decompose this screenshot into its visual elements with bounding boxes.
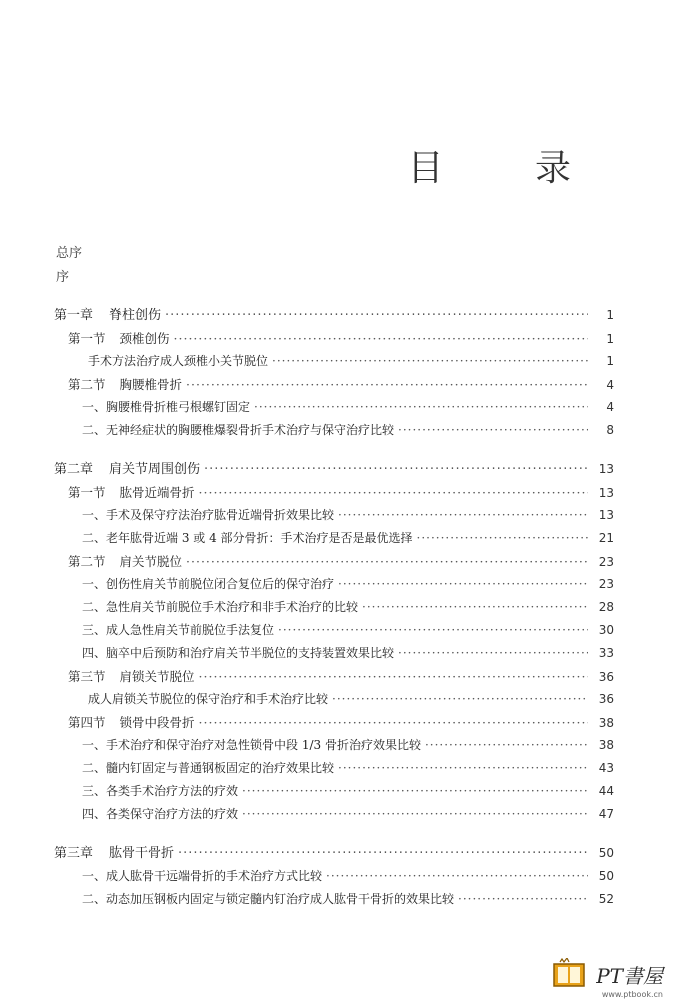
leader-dots <box>204 458 588 481</box>
toc-item[interactable] <box>54 803 614 826</box>
item-title: 一、手术治疗和保守治疗对急性锁骨中段 1/3 骨折治疗效果比较 <box>82 738 421 752</box>
chapter-entry[interactable] <box>54 842 614 865</box>
page-number: 13 <box>598 462 614 476</box>
toc-item[interactable] <box>54 780 614 803</box>
toc-item[interactable] <box>54 573 614 596</box>
page-number: 21 <box>598 531 614 545</box>
item-title: 一、手术及保守疗法治疗肱骨近端骨折效果比较 <box>82 508 335 522</box>
toc-item[interactable] <box>54 734 614 757</box>
page-number: 50 <box>598 846 614 860</box>
leader-dots <box>362 596 588 619</box>
section-title: 颈椎创伤 <box>119 331 170 346</box>
page-number: 36 <box>598 692 614 706</box>
toc-item[interactable] <box>54 596 614 619</box>
toc-item[interactable] <box>54 888 614 911</box>
page-number: 30 <box>598 623 614 637</box>
leader-dots <box>186 373 588 396</box>
chapter-title: 肩关节周围创伤 <box>109 462 201 477</box>
preface-general[interactable]: 总序 <box>56 246 83 261</box>
watermark-logo <box>550 958 663 999</box>
section-entry[interactable] <box>54 481 614 504</box>
page-number: 13 <box>598 486 614 500</box>
table-of-contents <box>54 304 614 927</box>
section-number: 第二节 <box>68 554 106 569</box>
chapter-block <box>54 458 614 826</box>
leader-dots <box>165 304 588 327</box>
item-title: 二、老年肱骨近端 3 或 4 部分骨折：手术治疗是否是最优选择 <box>82 531 413 545</box>
leader-dots <box>398 642 588 665</box>
item-title: 一、成人肱骨干远端骨折的手术治疗方式比较 <box>82 869 323 883</box>
leader-dots <box>199 711 588 734</box>
page-number: 50 <box>598 869 614 883</box>
page-number: 8 <box>606 423 614 437</box>
page-number: 1 <box>606 354 614 368</box>
section-title: 肩锁关节脱位 <box>119 669 195 684</box>
toc-item[interactable] <box>54 642 614 665</box>
page-number: 23 <box>598 555 614 569</box>
chapter-entry[interactable] <box>54 304 614 327</box>
leader-dots <box>254 396 588 419</box>
toc-item[interactable] <box>54 865 614 888</box>
item-title: 四、脑卒中后预防和治疗肩关节半脱位的支持装置效果比较 <box>82 646 395 660</box>
leader-dots <box>338 504 588 527</box>
page-number: 33 <box>598 646 614 660</box>
leader-dots <box>278 619 588 642</box>
item-title: 一、创伤性肩关节前脱位闭合复位后的保守治疗 <box>82 577 335 591</box>
leader-dots <box>338 757 588 780</box>
page-number: 4 <box>606 378 614 392</box>
chapter-block <box>54 842 614 911</box>
page-number: 13 <box>598 508 614 522</box>
section-title: 胸腰椎骨折 <box>119 377 183 392</box>
page-number: 38 <box>598 716 614 730</box>
toc-item[interactable] <box>54 688 614 711</box>
page-number: 36 <box>598 670 614 684</box>
chapter-number: 第二章 <box>54 462 94 477</box>
page-number: 44 <box>598 784 614 798</box>
page-number: 1 <box>606 308 614 322</box>
item-title: 二、髓内钉固定与普通钢板固定的治疗效果比较 <box>82 761 335 775</box>
toc-item[interactable] <box>54 419 614 442</box>
section-title: 肱骨近端骨折 <box>119 485 195 500</box>
section-title: 锁骨中段骨折 <box>119 715 195 730</box>
section-number: 第二节 <box>68 377 106 392</box>
page-number: 43 <box>598 761 614 775</box>
leader-dots <box>338 573 588 596</box>
page-number: 47 <box>598 807 614 821</box>
item-title: 二、无神经症状的胸腰椎爆裂骨折手术治疗与保守治疗比较 <box>82 423 395 437</box>
chapter-entry[interactable] <box>54 458 614 481</box>
page-number: 23 <box>598 577 614 591</box>
page-number: 28 <box>598 600 614 614</box>
section-entry[interactable] <box>54 550 614 573</box>
section-entry[interactable] <box>54 327 614 350</box>
item-title: 三、各类手术治疗方法的疗效 <box>82 784 239 798</box>
page-title: 目 录 <box>407 148 611 189</box>
leader-dots <box>326 865 588 888</box>
chapter-title: 肱骨干骨折 <box>109 846 175 861</box>
toc-item[interactable] <box>54 504 614 527</box>
page-number: 4 <box>606 400 614 414</box>
section-number: 第一节 <box>68 331 106 346</box>
leader-dots <box>458 888 588 911</box>
toc-item[interactable] <box>54 757 614 780</box>
item-title: 二、急性肩关节前脱位手术治疗和非手术治疗的比较 <box>82 600 359 614</box>
leader-dots <box>186 550 588 573</box>
chapter-number: 第三章 <box>54 846 94 861</box>
leader-dots <box>398 419 588 442</box>
section-entry[interactable] <box>54 711 614 734</box>
chapter-title: 脊柱创伤 <box>109 308 162 323</box>
leader-dots <box>417 527 588 550</box>
item-title: 一、胸腰椎骨折椎弓根螺钉固定 <box>82 400 251 414</box>
item-title: 成人肩锁关节脱位的保守治疗和手术治疗比较 <box>88 692 329 706</box>
leader-dots <box>178 842 588 865</box>
watermark-text: PT書屋 <box>596 963 663 988</box>
chapter-number: 第一章 <box>54 308 94 323</box>
section-entry[interactable] <box>54 373 614 396</box>
leader-dots <box>425 734 588 757</box>
chapter-block <box>54 304 614 442</box>
section-title: 肩关节脱位 <box>119 554 183 569</box>
section-entry[interactable] <box>54 665 614 688</box>
toc-item[interactable] <box>54 396 614 419</box>
watermark-url: www.ptbook.cn <box>601 990 663 999</box>
leader-dots <box>272 350 588 373</box>
toc-item[interactable] <box>54 619 614 642</box>
leader-dots <box>242 803 588 826</box>
leader-dots <box>199 481 588 504</box>
item-title: 二、动态加压钢板内固定与锁定髓内钉治疗成人肱骨干骨折的效果比较 <box>82 892 455 906</box>
leader-dots <box>174 327 588 350</box>
page-number: 1 <box>606 332 614 346</box>
leader-dots <box>332 688 588 711</box>
preface[interactable]: 序 <box>56 270 70 285</box>
section-number: 第三节 <box>68 669 106 684</box>
toc-item[interactable] <box>54 350 614 373</box>
item-title: 手术方法治疗成人颈椎小关节脱位 <box>88 354 269 368</box>
section-number: 第一节 <box>68 485 106 500</box>
leader-dots <box>242 780 588 803</box>
toc-item[interactable] <box>54 527 614 550</box>
item-title: 四、各类保守治疗方法的疗效 <box>82 807 239 821</box>
book-icon <box>550 958 592 990</box>
leader-dots <box>199 665 588 688</box>
page-number: 38 <box>598 738 614 752</box>
section-number: 第四节 <box>68 715 106 730</box>
page-number: 52 <box>598 892 614 906</box>
item-title: 三、成人急性肩关节前脱位手法复位 <box>82 623 275 637</box>
